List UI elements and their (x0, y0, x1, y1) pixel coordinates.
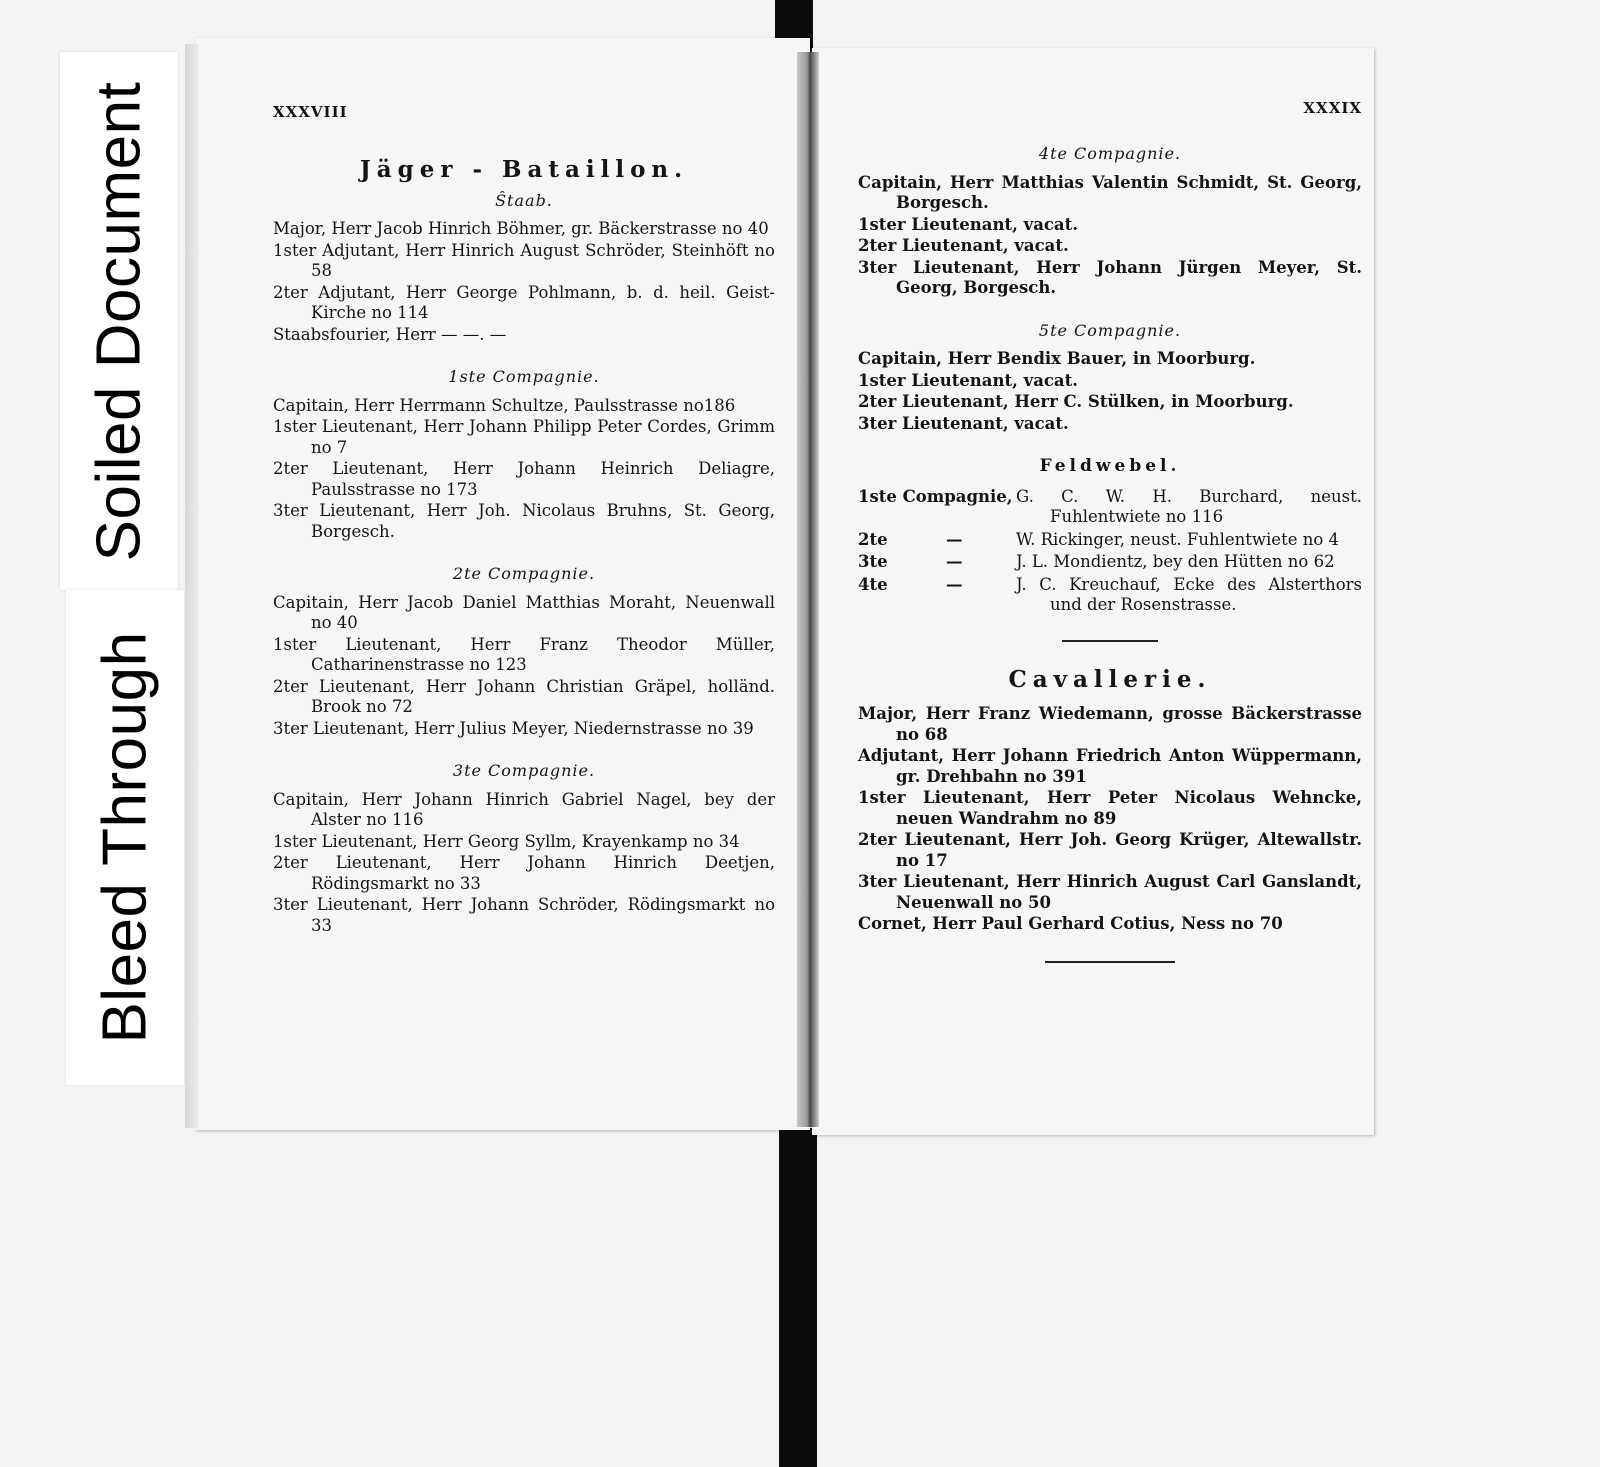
entry: Adjutant, Herr Johann Friedrich Anton Wüppermann, gr. Drehbahn no 391 (858, 746, 1362, 786)
left-page-title: Jäger - Bataillon. (359, 156, 689, 183)
feldwebel-row (858, 487, 1362, 528)
entry: 1ster Lieutenant, vacat. (858, 370, 1078, 390)
entry: Capitain, Herr Herrmann Schultze, Paulsstrasse no186 (273, 395, 736, 415)
section-5te-compagnie (858, 321, 1362, 435)
entry: 2ter Lieutenant, Herr Johann Christian Gräpel, holländ. Brook no 72 (273, 676, 775, 716)
entry: 1ster Lieutenant, Herr Peter Nicolaus Wehncke, neuen Wandrahm no 89 (858, 788, 1362, 828)
book-gutter (797, 52, 819, 1127)
section-heading: 3te Compagnie. (452, 761, 596, 780)
cavallerie-title: Cavallerie. (1008, 665, 1212, 693)
left-folio: XXXVIII (273, 103, 348, 121)
entry: 3ter Lieutenant, Herr Johann Schröder, Rödingsmarkt no 33 (273, 895, 775, 935)
feldwebel-text: W. Rickinger, neust. Fuhlentwiete no 4 (1016, 529, 1340, 549)
end-divider (1045, 961, 1175, 963)
section-3te-compagnie (273, 761, 775, 936)
entry: 3ter Lieutenant, Herr Julius Meyer, Niedernstrasse no 39 (273, 718, 754, 738)
feldwebel-label (858, 487, 1016, 528)
entry: 1ster Adjutant, Herr Hinrich August Schröder, Steinhöft no 58 (273, 240, 775, 280)
feldwebel-text: G. C. W. H. Burchard, neust. Fuhlentwiete no 116 (1016, 486, 1362, 526)
entry: Capitain, Herr Bendix Bauer, in Moorburg. (858, 349, 1256, 368)
entry: 1ster Lieutenant, vacat. (858, 214, 1078, 234)
entry: 1ster Lieutenant, Herr Johann Philipp Peter Cordes, Grimm no 7 (273, 417, 775, 457)
entry: 1ster Lieutenant, Herr Franz Theodor Müller, Catharinenstrasse no 123 (273, 634, 775, 674)
feldwebel-row (858, 575, 1362, 616)
section-heading: Ŝtaab. (495, 190, 553, 210)
entry: 3ter Lieutenant, Herr Joh. Nicolaus Bruhns, St. Georg, Borgesch. (273, 501, 775, 541)
feldwebel-company: 1ste Compagnie, (858, 486, 1013, 506)
section-2te-compagnie (273, 564, 775, 739)
feldwebel-company: 2te (858, 529, 888, 549)
entry: Major, Herr Franz Wiedemann, grosse Bäckerstrasse no 68 (858, 704, 1362, 744)
feldwebel-text: J. L. Mondientz, bey den Hütten no 62 (1016, 552, 1335, 571)
feldwebel-row (858, 552, 1362, 573)
entry: 2ter Lieutenant, vacat. (858, 236, 1069, 255)
entry: 2ter Lieutenant, Herr Johann Hinrich Deetjen, Rödingsmarkt no 33 (273, 853, 775, 893)
soiled-document-stamp (60, 52, 178, 590)
feldwebel-dash: — (946, 574, 963, 594)
right-page-content (858, 98, 1362, 985)
bleed-through-stamp (66, 590, 184, 1085)
bleed-through-label: Bleed Through (90, 631, 160, 1044)
section-divider (1062, 640, 1158, 642)
feldwebel-company: 4te (858, 574, 888, 594)
left-page-content (273, 102, 775, 937)
entry: Capitain, Herr Jacob Daniel Matthias Moraht, Neuenwall no 40 (273, 592, 775, 632)
entry: Staabsfourier, Herr — —. — (273, 324, 507, 344)
feldwebel-dash: — (946, 552, 963, 571)
entry: 3ter Lieutenant, Herr Johann Jürgen Meyer, St. Georg, Borgesch. (858, 257, 1362, 297)
section-4te-compagnie (858, 144, 1362, 299)
entry: Cornet, Herr Paul Gerhard Cotius, Ness no 70 (858, 914, 1283, 933)
section-1ste-compagnie (273, 367, 775, 542)
right-page (812, 48, 1374, 1135)
entry: 2ter Lieutenant, Herr Johann Heinrich Deliagre, Paulsstrasse no 173 (273, 459, 775, 499)
binding-strip-bottom (779, 1128, 817, 1467)
feldwebel-label (858, 530, 1016, 551)
feldwebel-company: 3te (858, 552, 888, 571)
feldwebel-heading: Feldwebel. (1039, 456, 1181, 476)
section-feldwebel (858, 456, 1362, 616)
section-heading: 1ste Compagnie. (448, 367, 600, 386)
section-heading: 4te Compagnie. (1038, 144, 1182, 163)
section-heading: 5te Compagnie. (1038, 320, 1182, 340)
section-staab (273, 191, 775, 346)
feldwebel-label (858, 552, 1016, 573)
entry: 2ter Adjutant, Herr George Pohlmann, b. d. heil. Geist-Kirche no 114 (273, 282, 775, 322)
entry: 3ter Lieutenant, Herr Hinrich August Carl Ganslandt, Neuenwall no 50 (858, 872, 1362, 912)
entry: 1ster Lieutenant, Herr Georg Syllm, Krayenkamp no 34 (273, 831, 740, 851)
section-heading: 2te Compagnie. (452, 564, 596, 583)
entry: 2ter Lieutenant, Herr Joh. Georg Krüger, Altewallstr. no 17 (858, 830, 1362, 870)
entry: Capitain, Herr Matthias Valentin Schmidt, St. Georg, Borgesch. (858, 172, 1362, 212)
entry: Capitain, Herr Johann Hinrich Gabriel Nagel, bey der Alster no 116 (273, 789, 775, 829)
feldwebel-text: J. C. Kreuchauf, Ecke des Alsterthors und der Rosenstrasse. (1016, 574, 1362, 614)
entry: Major, Herr Jacob Hinrich Böhmer, gr. Bäckerstrasse no 40 (273, 219, 769, 238)
feldwebel-row (858, 530, 1362, 551)
soiled-document-label: Soiled Document (84, 81, 154, 561)
right-folio: XXXIX (1303, 99, 1362, 117)
left-page (195, 38, 810, 1130)
feldwebel-label (858, 575, 1016, 616)
entry: 2ter Lieutenant, Herr C. Stülken, in Moorburg. (858, 392, 1294, 411)
section-cavallerie (858, 665, 1362, 935)
entry: 3ter Lieutenant, vacat. (858, 413, 1069, 433)
feldwebel-dash: — (946, 529, 963, 549)
